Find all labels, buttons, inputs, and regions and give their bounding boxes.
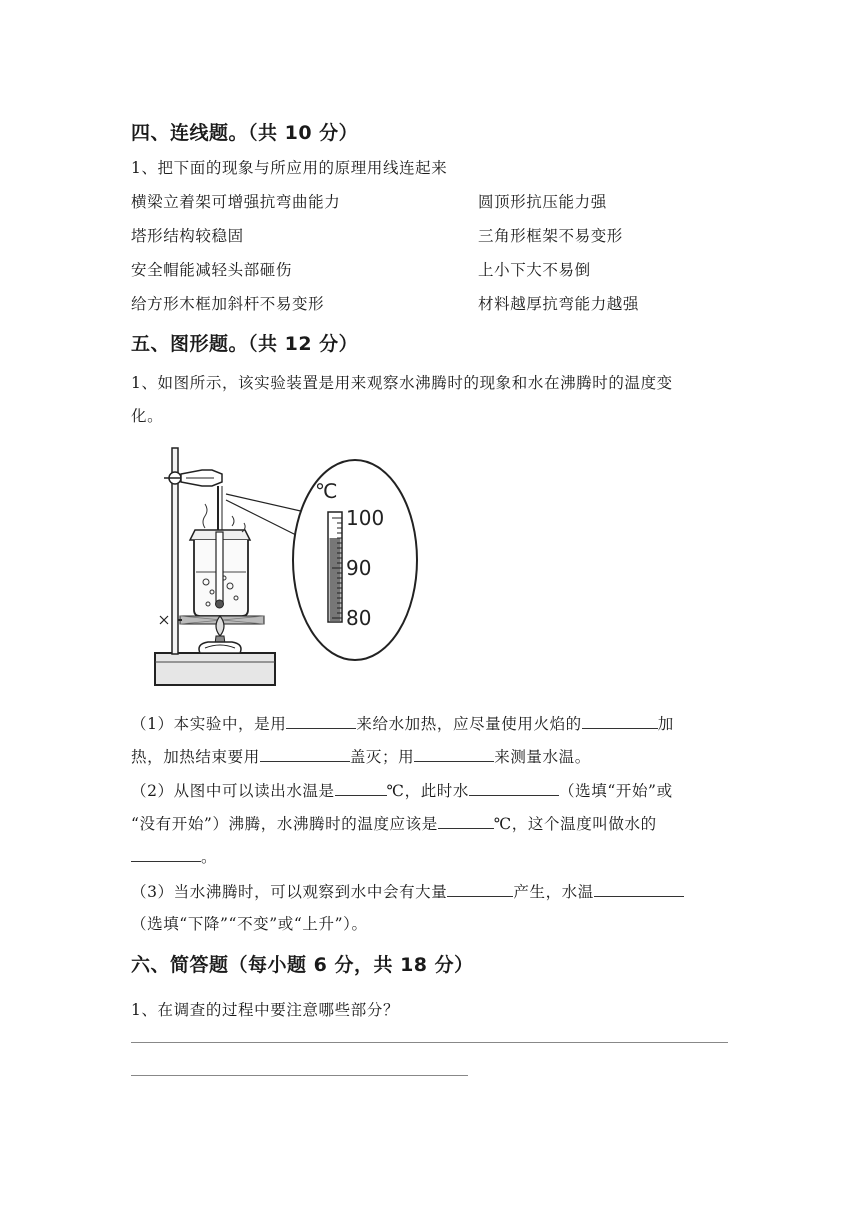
p1-line1: （1）本实验中，是用 来给水加热，应尽量使用火焰的 加 bbox=[131, 711, 674, 734]
match-left-3: 安全帽能减轻头部砸伤 bbox=[131, 261, 293, 279]
section6-title: 六、简答题（每小题 6 分，共 18 分） bbox=[131, 954, 474, 976]
p3-line2: （选填“下降”“不变”或“上升”）。 bbox=[131, 915, 368, 933]
thermometer-unit-label: ℃ bbox=[315, 479, 338, 503]
match-right-4: 材料越厚抗弯能力越强 bbox=[478, 295, 640, 313]
match-right-2: 三角形框架不易变形 bbox=[478, 227, 623, 245]
tick-label-80: 80 bbox=[346, 606, 372, 630]
boiling-apparatus-figure bbox=[150, 440, 450, 695]
blank-heat-source[interactable] bbox=[286, 711, 356, 729]
blank-extinguish-tool[interactable] bbox=[260, 744, 350, 762]
tick-label-100: 100 bbox=[346, 506, 385, 530]
section6-question: 1、在调查的过程中要注意哪些部分？ bbox=[131, 1001, 400, 1019]
blank-measure-tool[interactable] bbox=[414, 744, 494, 762]
blank-temp-change[interactable] bbox=[594, 879, 684, 897]
blank-water-temp[interactable] bbox=[335, 778, 387, 796]
section4-question: 1、把下面的现象与所应用的原理用线连起来 bbox=[131, 159, 448, 177]
match-left-4: 给方形木框加斜杆不易变形 bbox=[131, 295, 325, 313]
match-right-1: 圆顶形抗压能力强 bbox=[478, 193, 607, 211]
section4-title: 四、连线题。（共 10 分） bbox=[131, 122, 359, 144]
answer-line-1[interactable] bbox=[131, 1042, 728, 1043]
section5-question-line1: 1、如图所示，该实验装置是用来观察水沸腾时的现象和水在沸腾时的温度变 bbox=[131, 374, 673, 392]
thermometer-liquid bbox=[330, 538, 341, 621]
blank-boiling-state[interactable] bbox=[469, 778, 559, 796]
match-left-1: 横梁立着架可增强抗弯曲能力 bbox=[131, 193, 341, 211]
match-right-3: 上小下大不易倒 bbox=[478, 261, 591, 279]
blank-flame-part[interactable] bbox=[582, 711, 658, 729]
blank-boiling-point-term[interactable] bbox=[131, 844, 201, 862]
p2-line2: “没有开始”）沸腾，水沸腾时的温度应该是 ℃，这个温度叫做水的 bbox=[131, 811, 657, 834]
match-left-2: 塔形结构较稳固 bbox=[131, 227, 244, 245]
blank-boiling-temp[interactable] bbox=[438, 811, 494, 829]
tick-label-90: 90 bbox=[346, 556, 372, 580]
p2-line3: 。 bbox=[131, 844, 217, 867]
p2-line1: （2）从图中可以读出水温是 ℃，此时水 （选填“开始”或 bbox=[131, 778, 673, 801]
section5-title: 五、图形题。（共 12 分） bbox=[131, 333, 359, 355]
p3-line1: （3）当水沸腾时，可以观察到水中会有大量 产生，水温 bbox=[131, 879, 684, 902]
p1-line2: 热，加热结束要用 盖灭；用 来测量水温。 bbox=[131, 744, 591, 767]
section5-question-line2: 化。 bbox=[131, 407, 164, 425]
blank-bubbles[interactable] bbox=[447, 879, 513, 897]
answer-line-2[interactable] bbox=[131, 1075, 468, 1076]
